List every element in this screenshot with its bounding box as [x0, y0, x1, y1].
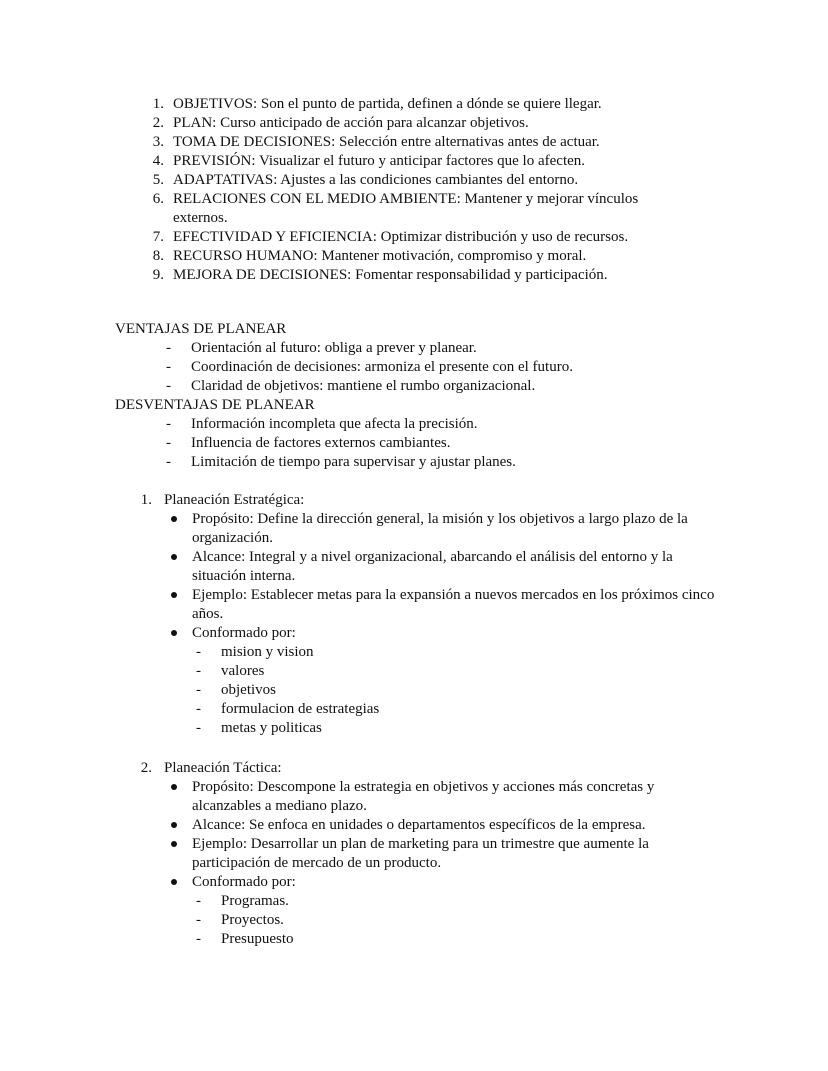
section-title: [0, 759, 828, 778]
list-number: 4.: [152, 153, 164, 169]
dash-marker: -: [196, 682, 201, 698]
sub-list-item: [0, 892, 828, 911]
sub-list-item: [0, 662, 828, 681]
bullet-text: Alcance: Se enfoca en unidades o departamentos específicos de la empresa.: [192, 817, 646, 833]
dash-marker: -: [196, 720, 201, 736]
dash-marker: -: [196, 644, 201, 660]
list-number: 7.: [152, 229, 164, 245]
bullet-icon: [171, 592, 177, 598]
list-text: OBJETIVOS: Son el punto de partida, definen a dónde se quiere llegar.: [173, 96, 602, 112]
sub-item-text: Presupuesto: [221, 931, 294, 947]
section-number: 1.: [140, 492, 152, 508]
sub-list-item: [0, 643, 828, 662]
list-text: Coordinación de decisiones: armoniza el presente con el futuro.: [191, 359, 573, 375]
bullet-icon: [171, 879, 177, 885]
list-text: EFECTIVIDAD Y EFICIENCIA: Optimizar distribución y uso de recursos.: [173, 229, 629, 245]
dash-marker: -: [196, 663, 201, 679]
bullet-item: [0, 624, 717, 643]
list-item: [0, 152, 693, 171]
sub-item-text: metas y politicas: [221, 720, 322, 736]
list-text: Limitación de tiempo para supervisar y ajustar planes.: [191, 454, 516, 470]
bullet-icon: [171, 630, 177, 636]
bullet-item: [0, 548, 717, 586]
list-item: [0, 377, 828, 396]
list-item: [0, 114, 693, 133]
list-number: 9.: [152, 267, 164, 283]
list-item: [0, 228, 693, 247]
list-number: 3.: [152, 134, 164, 150]
bullet-text: Conformado por:: [192, 625, 296, 641]
dash-marker: -: [166, 378, 171, 394]
section-title-text: Planeación Estratégica:: [164, 492, 305, 508]
dash-marker: -: [166, 416, 171, 432]
bullet-text: Conformado por:: [192, 874, 296, 890]
sub-list-item: [0, 930, 828, 949]
bullet-item: [0, 510, 717, 548]
bullet-text: Alcance: Integral y a nivel organizacional, abarcando el análisis del entorno y la situación interna.: [192, 549, 673, 584]
sub-list-item: [0, 700, 828, 719]
sub-item-text: objetivos: [221, 682, 276, 698]
dash-marker: -: [196, 893, 201, 909]
bullet-icon: [171, 822, 177, 828]
sub-item-text: formulacion de estrategias: [221, 701, 380, 717]
list-item: [0, 434, 828, 453]
dash-marker: -: [166, 359, 171, 375]
list-text: MEJORA DE DECISIONES: Fomentar responsabilidad y participación.: [173, 267, 608, 283]
list-item: [0, 95, 693, 114]
list-item: [0, 266, 693, 285]
bullet-icon: [171, 516, 177, 522]
list-item: [0, 133, 693, 152]
list-text: Claridad de objetivos: mantiene el rumbo organizacional.: [191, 378, 536, 394]
list-number: 6.: [152, 191, 164, 207]
sub-list-item: [0, 681, 828, 700]
desventajas-list: [0, 415, 828, 472]
bullet-icon: [171, 554, 177, 560]
list-text: Orientación al futuro: obliga a prever y planear.: [191, 340, 477, 356]
list-item: [0, 415, 828, 434]
list-text: TOMA DE DECISIONES: Selección entre alternativas antes de actuar.: [173, 134, 600, 150]
dash-marker: -: [196, 701, 201, 717]
list-number: 8.: [152, 248, 164, 264]
section-title-text: Planeación Táctica:: [164, 760, 282, 776]
bullet-item: [0, 873, 717, 892]
list-text: RECURSO HUMANO: Mantener motivación, compromiso y moral.: [173, 248, 587, 264]
bullet-item: [0, 586, 717, 624]
ventajas-list: [0, 339, 828, 396]
sub-list-item: [0, 719, 828, 738]
planeacion-tactica-section: [0, 759, 828, 949]
list-number: 1.: [152, 96, 164, 112]
sub-item-text: Programas.: [221, 893, 289, 909]
bullet-icon: [171, 784, 177, 790]
sub-item-text: mision y vision: [221, 644, 314, 660]
list-item: [0, 171, 693, 190]
list-number: 5.: [152, 172, 164, 188]
list-item: [0, 339, 828, 358]
dash-marker: -: [196, 931, 201, 947]
sub-item-text: Proyectos.: [221, 912, 284, 928]
bullet-item: [0, 816, 717, 835]
list-text: PLAN: Curso anticipado de acción para alcanzar objetivos.: [173, 115, 529, 131]
list-text: RELACIONES CON EL MEDIO AMBIENTE: Mantener y mejorar vínculos externos.: [173, 191, 639, 226]
dash-marker: -: [166, 340, 171, 356]
dash-marker: -: [166, 454, 171, 470]
section-title: [0, 491, 828, 510]
list-text: PREVISIÓN: Visualizar el futuro y anticipar factores que lo afecten.: [173, 153, 586, 169]
sub-list-item: [0, 911, 828, 930]
list-item: [0, 358, 828, 377]
planeacion-estrategica-section: [0, 491, 828, 738]
bullet-icon: [171, 841, 177, 847]
ventajas-heading: VENTAJAS DE PLANEAR: [115, 321, 287, 337]
list-number: 2.: [152, 115, 164, 131]
bullet-text: Ejemplo: Desarrollar un plan de marketing para un trimestre que aumente la participación de mercado de un producto.: [192, 836, 649, 871]
bullet-item: [0, 835, 717, 873]
dash-marker: -: [166, 435, 171, 451]
bullet-text: Propósito: Define la dirección general, la misión y los objetivos a largo plazo de la organización.: [192, 511, 688, 546]
bullet-item: [0, 778, 717, 816]
principles-list: [0, 95, 828, 285]
sub-item-text: valores: [221, 663, 265, 679]
list-text: Influencia de factores externos cambiantes.: [191, 435, 451, 451]
list-item: [0, 190, 693, 228]
dash-marker: -: [196, 912, 201, 928]
list-text: Información incompleta que afecta la precisión.: [191, 416, 478, 432]
desventajas-heading: DESVENTAJAS DE PLANEAR: [115, 397, 315, 413]
list-text: ADAPTATIVAS: Ajustes a las condiciones cambiantes del entorno.: [173, 172, 579, 188]
list-item: [0, 247, 693, 266]
bullet-text: Propósito: Descompone la estrategia en objetivos y acciones más concretas y alcanzables a mediano plazo.: [192, 779, 655, 814]
section-number: 2.: [140, 760, 152, 776]
list-item: [0, 453, 828, 472]
bullet-text: Ejemplo: Establecer metas para la expansión a nuevos mercados en los próximos cinco años.: [192, 587, 715, 622]
